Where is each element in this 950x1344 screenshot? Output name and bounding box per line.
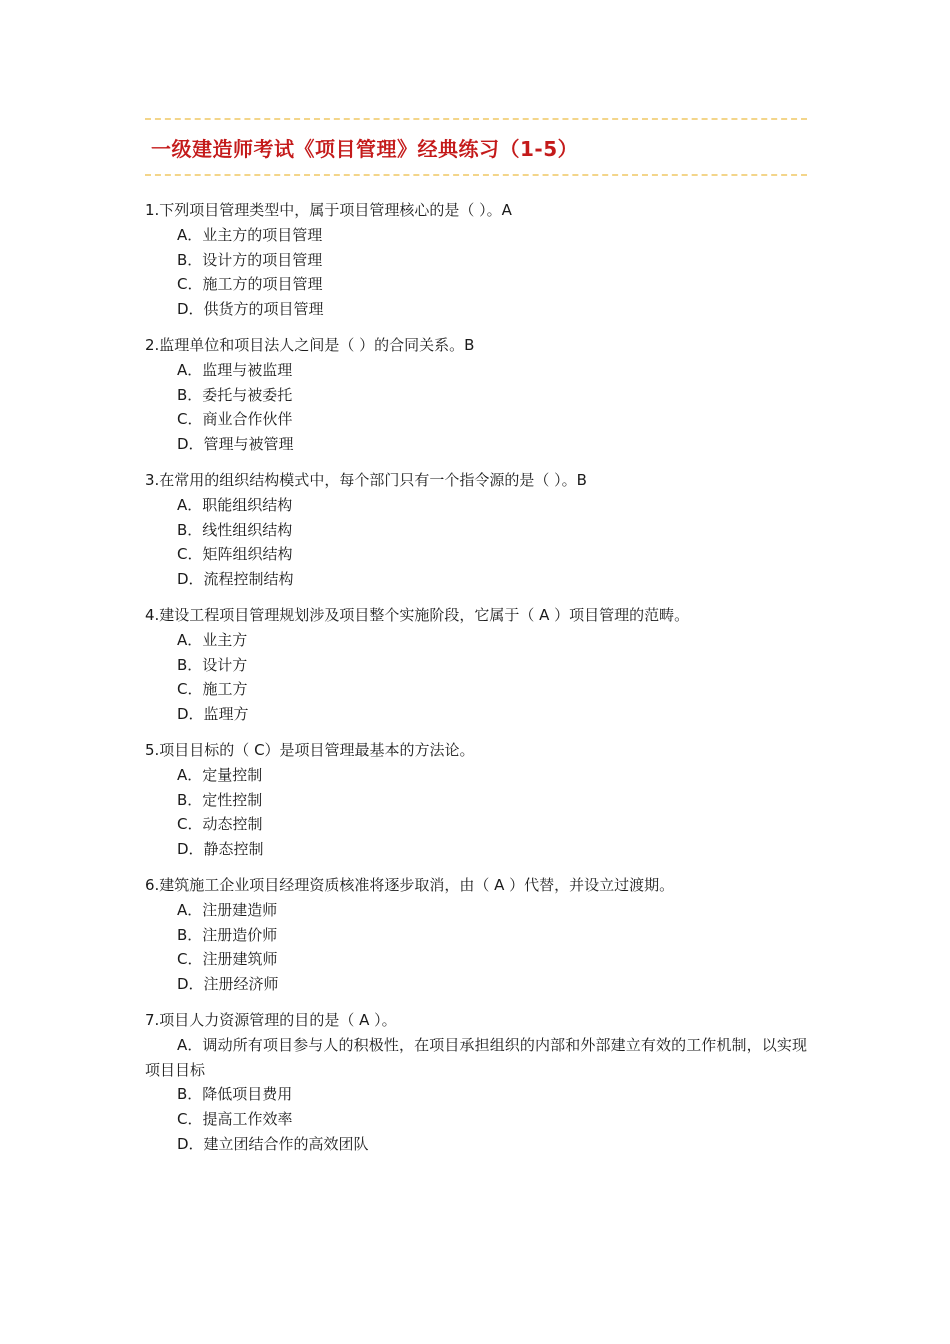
option-c: C．商业合作伙伴: [177, 410, 293, 429]
option-a: A．监理与被监理: [177, 360, 293, 379]
option-b: B．定性控制: [177, 790, 263, 809]
top-dashed-divider: [145, 118, 807, 120]
option-b: B．降低项目费用: [177, 1085, 293, 1104]
option-b: B．注册造价师: [177, 925, 278, 944]
question-text: 1.下列项目管理类型中，属于项目管理核心的是（ ）。A: [145, 201, 512, 219]
question-list: [145, 198, 807, 1157]
option-b: B．线性组织结构: [177, 520, 293, 539]
question-text: 7.项目人力资源管理的目的是（ A ）。: [145, 1010, 397, 1029]
question-text: 6.建筑施工企业项目经理资质核准将逐步取消，由（ A ）代替，并设立过渡期。: [145, 875, 675, 894]
option-d: D．监理方: [177, 705, 249, 724]
option-c: C．施工方的项目管理: [177, 275, 323, 294]
question-text: 2.监理单位和项目法人之间是（ ）的合同关系。B: [145, 335, 475, 354]
option-a: A．职能组织结构: [177, 495, 293, 514]
option-d: D．供货方的项目管理: [177, 300, 324, 319]
question-5: [145, 738, 807, 862]
question-1: [145, 198, 807, 322]
question-text: 5.项目目标的（ C）是项目管理最基本的方法论。: [145, 740, 475, 759]
option-c: C．提高工作效率: [177, 1110, 293, 1129]
question-2: [145, 333, 807, 457]
option-a: A．调动所有项目参与人的积极性，在项目承担组织的内部和外部建立有效的工作机制，以实现项目目标: [145, 1035, 807, 1079]
option-b: B．设计方: [177, 655, 248, 674]
option-c: C．动态控制: [177, 815, 263, 834]
option-d: D．流程控制结构: [177, 570, 294, 589]
option-d: D．管理与被管理: [177, 435, 294, 454]
option-a: A．注册建造师: [177, 900, 278, 919]
option-a: A．业主方的项目管理: [177, 225, 323, 244]
option-d: D．注册经济师: [177, 975, 279, 994]
option-c: C．矩阵组织结构: [177, 545, 293, 564]
bottom-dashed-divider: [145, 174, 807, 176]
question-4: [145, 603, 807, 727]
option-b: B．设计方的项目管理: [177, 250, 323, 269]
question-3: [145, 468, 807, 592]
document-title: 一级建造师考试《项目管理》经典练习（1-5）: [151, 137, 579, 161]
question-text: 4.建设工程项目管理规划涉及项目整个实施阶段，它属于（ A ）项目管理的范畴。: [145, 605, 690, 624]
option-d: D．静态控制: [177, 840, 264, 859]
question-text: 3.在常用的组织结构模式中，每个部门只有一个指令源的是（ ）。B: [145, 470, 587, 489]
question-6: [145, 873, 807, 997]
option-b: B．委托与被委托: [177, 385, 293, 404]
question-7: [145, 1008, 807, 1157]
document-page: [145, 118, 807, 1168]
option-a: A．定量控制: [177, 765, 263, 784]
option-a: A．业主方: [177, 630, 248, 649]
option-c: C．施工方: [177, 680, 248, 699]
option-c: C．注册建筑师: [177, 950, 278, 969]
option-d: D．建立团结合作的高效团队: [177, 1134, 369, 1153]
